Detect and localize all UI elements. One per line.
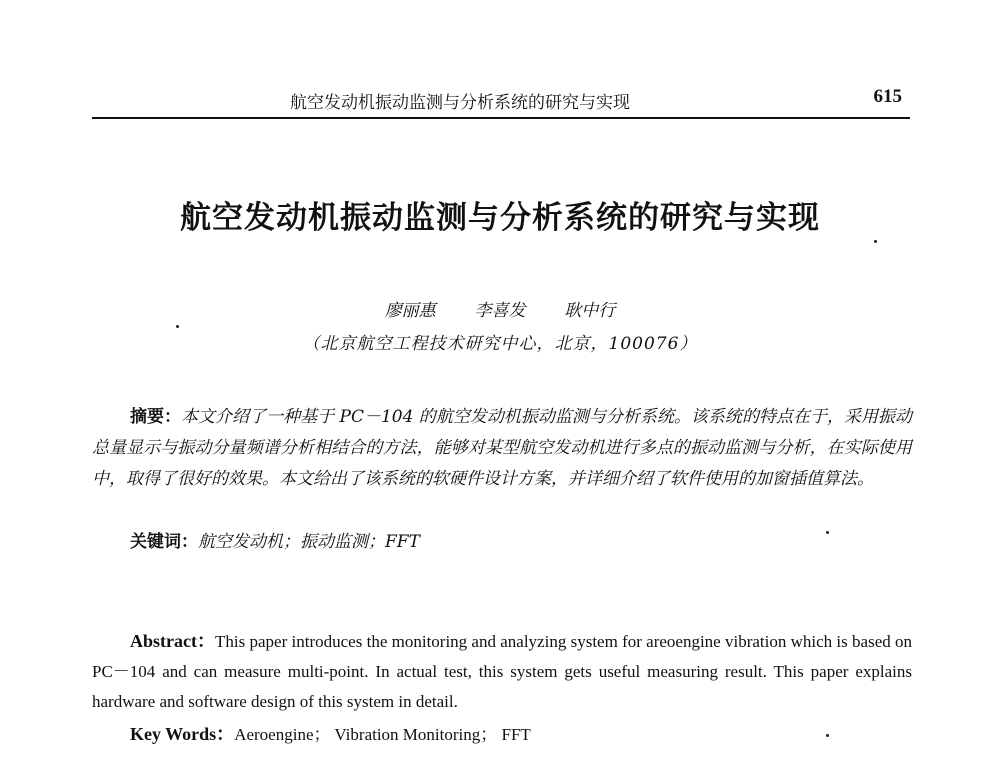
chinese-keywords [130,527,420,552]
chinese-abstract [92,402,912,495]
chinese-abstract-label: 摘要： [130,407,182,427]
scan-speck [874,240,877,243]
english-abstract-label: Abstract： [130,631,216,651]
english-keywords [130,720,531,746]
page-number: 615 [873,86,902,107]
affiliation: （北京航空工程技术研究中心，北京，100076） [302,334,698,354]
scan-speck [826,531,829,534]
scan-speck [176,325,179,328]
scan-speck [826,734,829,737]
english-abstract [92,626,912,717]
english-keywords-label: Key Words： [130,724,235,744]
paper-title: 航空发动机振动监测与分析系统的研究与实现 [180,200,820,236]
chinese-abstract-text: 本文介绍了一种基于 PC－104 的航空发动机振动监测与分析系统。该系统的特点在于，采用振动总量显示与振动分量频谱分析相结合的方法，能够对某型航空发动机进行多点的振动监测与分析，在实际使用中，取得了很好的效果。本文给出了该系统的软硬件设计方案，并详细介绍了软件使用的加窗插值算法。 [92,407,913,489]
authors: 廖丽惠 李喜发 耿中行 [384,301,616,321]
chinese-keywords-text: 航空发动机；振动监测；FFT [198,532,420,552]
english-abstract-text: This paper introduces the monitoring and analyzing system for areoengine vibration which is based on PC－104 and can measure multi-point. In actual test, this system gets useful measuring result. This paper explains hardware and software design of this system in detail. [92,632,912,711]
running-header [92,84,910,114]
header-rule [92,117,910,119]
english-keywords-text: Aeroengine； Vibration Monitoring； FFT [234,725,531,744]
chinese-keywords-label: 关键词： [130,532,198,552]
running-title: 航空发动机振动监测与分析系统的研究与实现 [290,93,630,113]
